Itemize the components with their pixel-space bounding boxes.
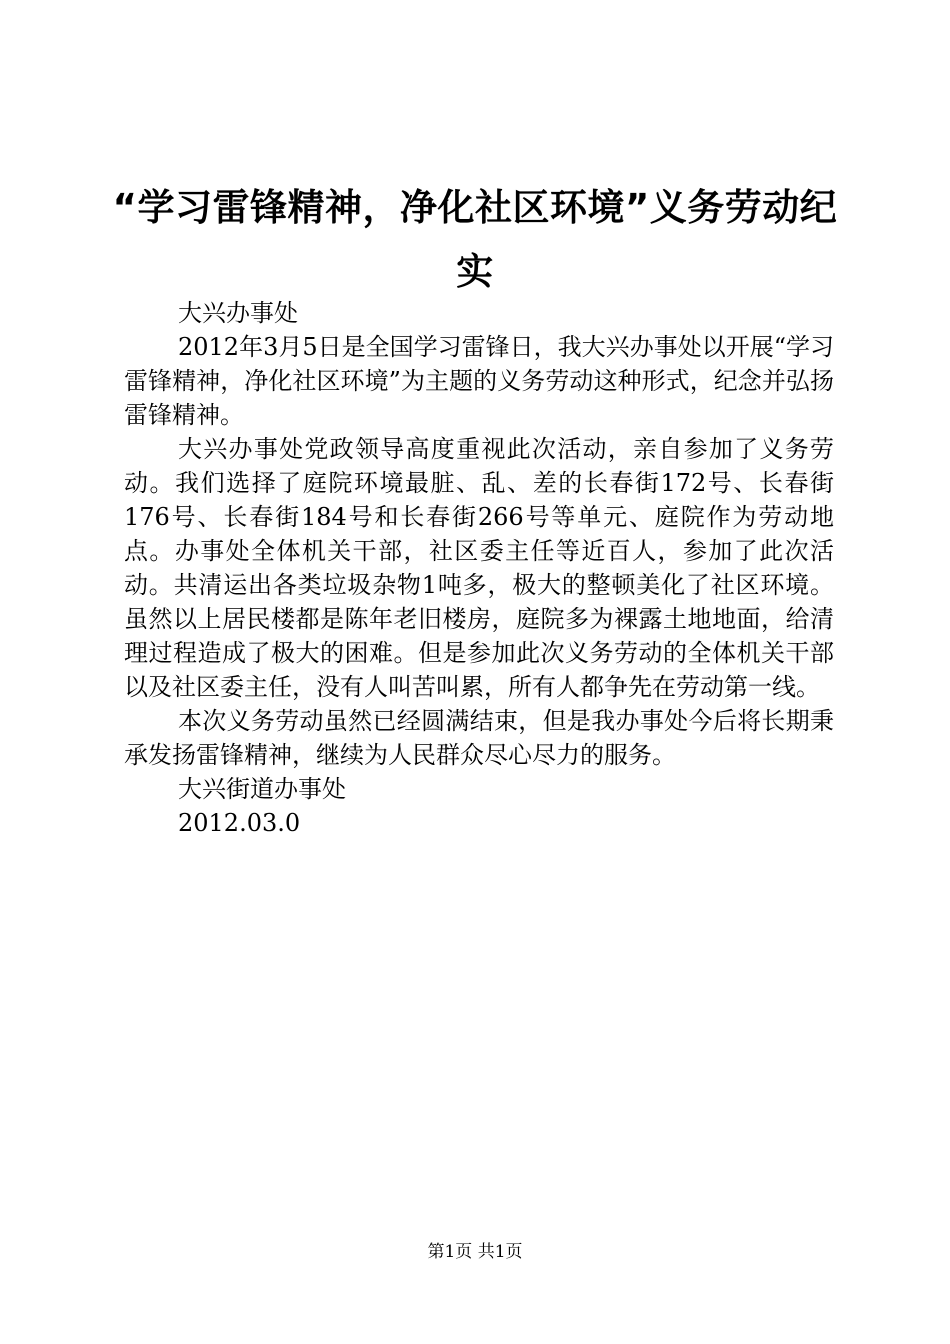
intro-paragraph: 2012年3月5日是全国学习雷锋日，我大兴办事处以开展“学习雷锋精神，净化社区环境”为主题的义务劳动这种形式，纪念并弘扬雷锋精神。 xyxy=(124,333,834,429)
signature-line: 大兴街道办事处 xyxy=(178,775,346,803)
page-number-footer: 第1页 共1页 xyxy=(427,1242,523,1262)
date-line: 2012.03.0 xyxy=(178,809,301,837)
organization-line: 大兴办事处 xyxy=(178,299,298,327)
document-body xyxy=(124,296,834,840)
activity-paragraph: 大兴办事处党政领导高度重视此次活动，亲自参加了义务劳动。我们选择了庭院环境最脏、乱、差的长春街172号、长春街176号、长春街184号和长春街266号等单元、庭院作为劳动地点。办事处全体机关干部，社区委主任等近百人，参加了此次活动。共清运出各类垃圾杂物1吨多，极大的整顿美化了社区环境。虽然以上居民楼都是陈年老旧楼房，庭院多为裸露土地地面，给清理过程造成了极大的困难。但是参加此次义务劳动的全体机关干部以及社区委主任，没有人叫苦叫累，所有人都争先在劳动第一线。 xyxy=(124,435,834,701)
document-title: “学习雷锋精神，净化社区环境”义务劳动纪实 xyxy=(112,186,838,293)
closing-paragraph: 本次义务劳动虽然已经圆满结束，但是我办事处今后将长期秉承发扬雷锋精神，继续为人民群众尽心尽力的服务。 xyxy=(124,707,834,769)
